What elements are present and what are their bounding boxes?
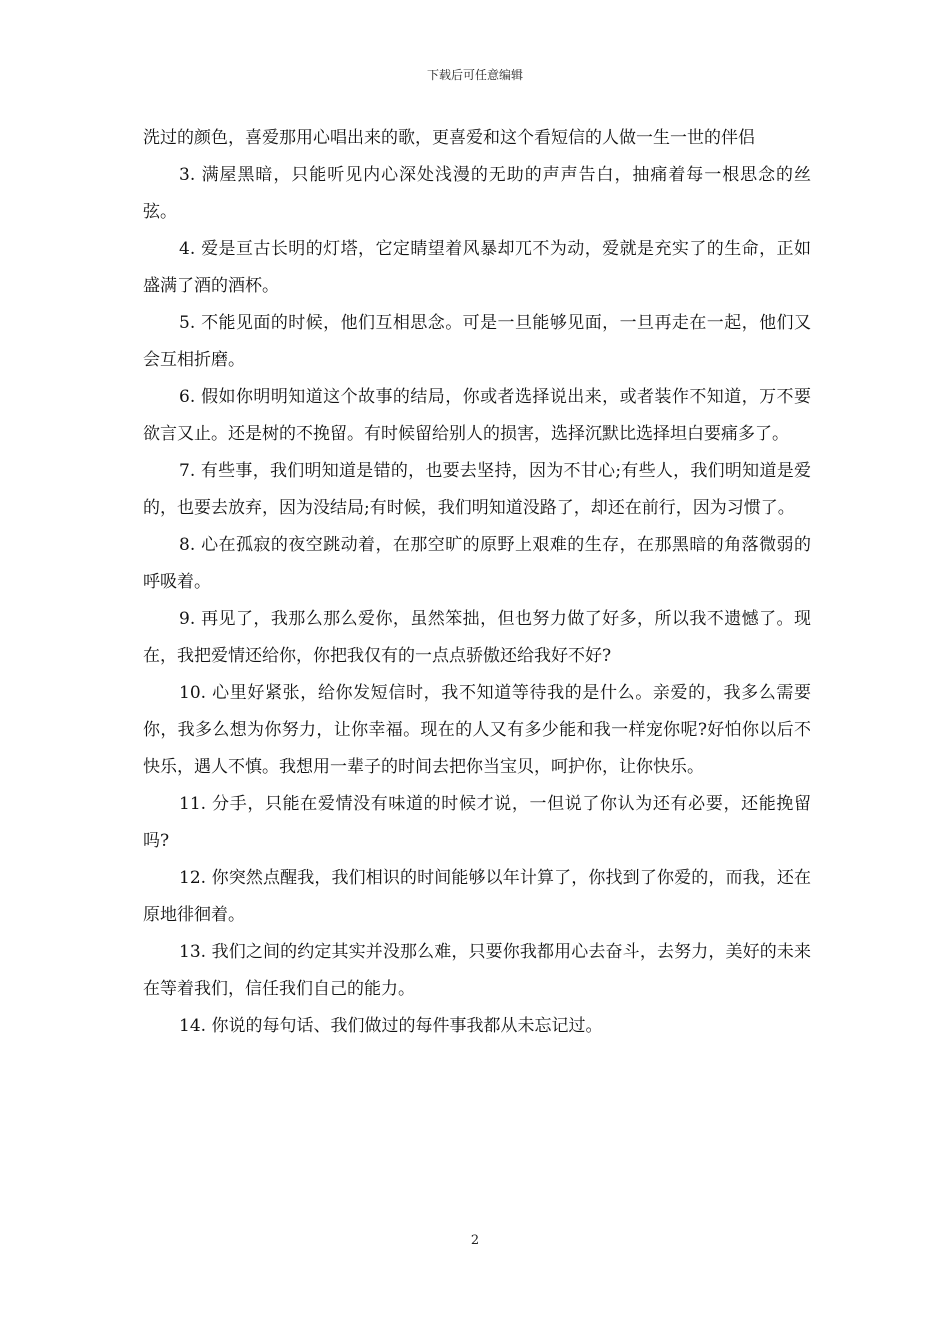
paragraph-item-9: 9. 再见了，我那么那么爱你，虽然笨拙，但也努力做了好多，所以我不遗憾了。现在，我把爱情还给你，你把我仅有的一点点骄傲还给我好不好? — [143, 609, 811, 666]
paragraph-item-5: 5. 不能见面的时候，他们互相思念。可是一旦能够见面，一旦再走在一起，他们又会互相折磨。 — [143, 313, 811, 370]
paragraph-item-13: 13. 我们之间的约定其实并没那么难，只要你我都用心去奋斗，去努力，美好的未来在等着我们，信任我们自己的能力。 — [143, 942, 811, 999]
paragraph-item-3: 3. 满屋黑暗，只能听见内心深处浅漫的无助的声声告白，抽痛着每一根思念的丝弦。 — [143, 165, 811, 222]
paragraph-continuation: 洗过的颜色，喜爱那用心唱出来的歌，更喜爱和这个看短信的人做一生一世的伴侣 — [143, 128, 755, 148]
page-header: 下载后可任意编辑 — [426, 68, 523, 82]
document-body — [143, 120, 811, 1045]
paragraph-item-7: 7. 有些事，我们明知道是错的，也要去坚持，因为不甘心;有些人，我们明知道是爱的，也要去放弃，因为没结局;有时候，我们明知道没路了，却还在前行，因为习惯了。 — [143, 461, 811, 518]
page-number: 2 — [470, 1233, 480, 1248]
paragraph-item-4: 4. 爱是亘古长明的灯塔，它定睛望着风暴却兀不为动，爱就是充实了的生命，正如盛满了酒的酒杯。 — [143, 239, 811, 296]
paragraph-item-14: 14. 你说的每句话、我们做过的每件事我都从未忘记过。 — [179, 1016, 603, 1036]
paragraph-item-6: 6. 假如你明明知道这个故事的结局，你或者选择说出来，或者装作不知道，万不要欲言又止。还是树的不挽留。有时候留给别人的损害，选择沉默比选择坦白要痛多了。 — [143, 387, 811, 444]
paragraph-item-12: 12. 你突然点醒我，我们相识的时间能够以年计算了，你找到了你爱的，而我，还在原地徘徊着。 — [143, 868, 811, 925]
paragraph-item-8: 8. 心在孤寂的夜空跳动着，在那空旷的原野上艰难的生存，在那黑暗的角落微弱的呼吸着。 — [143, 535, 811, 592]
paragraph-item-11: 11. 分手，只能在爱情没有味道的时候才说，一但说了你认为还有必要，还能挽留吗? — [143, 794, 811, 851]
paragraph-item-10: 10. 心里好紧张，给你发短信时，我不知道等待我的是什么。亲爱的，我多么需要你，我多么想为你努力，让你幸福。现在的人又有多少能和我一样宠你呢?好怕你以后不快乐，遇人不慎。我想用一辈子的时间去把你当宝贝，呵护你，让你快乐。 — [143, 683, 811, 777]
